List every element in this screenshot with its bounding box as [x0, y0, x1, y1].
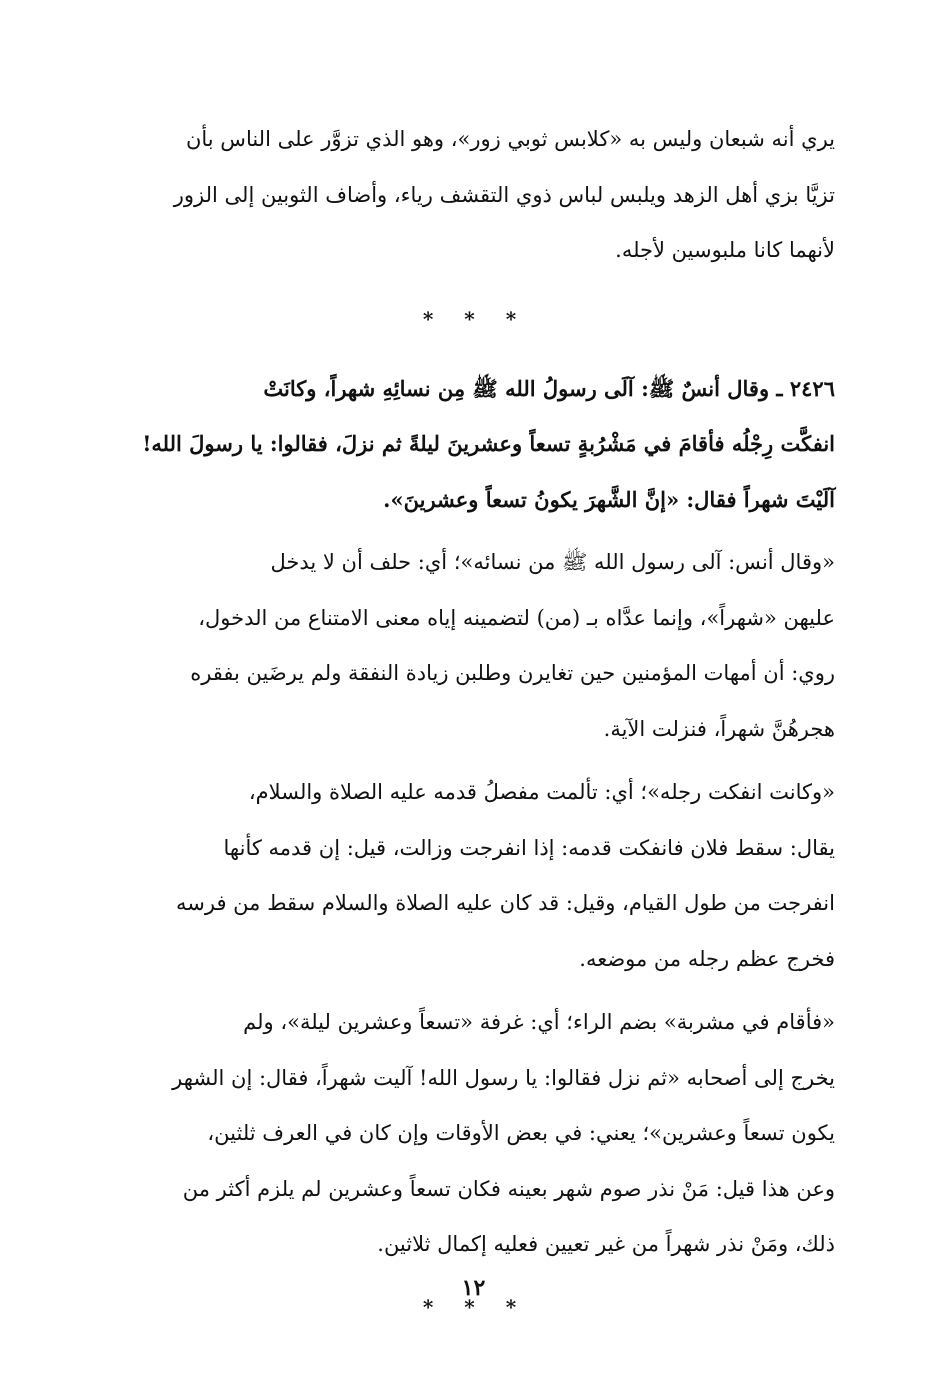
- text-line: انفكَّت رِجْلُه فأقامَ في مَشْرُبةٍ تسعاً وعشرينَ ليلةً ثم نزلَ، فقالوا: يا رسولَ الله!: [142, 431, 835, 456]
- text-line: انفرجت من طول القيام، وقيل: قد كان عليه الصلاة والسلام سقط من فرسه: [176, 891, 835, 915]
- text-line: روي: أن أمهات المؤمنين حين تغايرن وطلبن زيادة النفقة ولم يرضَين بفقره: [190, 661, 835, 685]
- text-line: «وقال أنس: آلى رسول الله ﷺ من نسائه»؛ أي: حلف أن لا يدخل: [270, 550, 835, 574]
- text-line: وعن هذا قيل: مَنْ نذر صوم شهر بعينه فكان تسعاً وعشرين لم يلزم أكثر من: [182, 1176, 835, 1201]
- text-line: آلَيْتَ شهراً فقال: «إنَّ الشَّهرَ يكونُ تسعاً وعشرينَ».: [383, 486, 835, 512]
- text-line: عليهن «شهراً»، وإنما عدَّاه بـ (من) لتضمينه إياه معنى الامتناع من الدخول،: [198, 605, 835, 630]
- text-line: ذلك، ومَنْ نذر شهراً من غير تعيين فعليه إكمال ثلاثين.: [377, 1232, 835, 1256]
- text-line: تزيَّا بزي أهل الزهد ويلبس لباس ذوي التقشف رياء، وأضاف الثوبين إلى الزور: [173, 182, 835, 207]
- paragraph-continuation: [116, 112, 835, 279]
- hadith-text: [116, 361, 835, 528]
- text-line: «وكانت انفكت رجله»؛ أي: تألمت مفصلُ قدمه عليه الصلاة والسلام،: [248, 780, 835, 804]
- commentary-paragraph: [116, 995, 835, 1273]
- page-number: ١٢: [461, 1275, 486, 1301]
- section-divider: * * *: [422, 306, 529, 331]
- text-line: لأنهما كانا ملبوسين لأجله.: [615, 238, 835, 262]
- text-line: يكون تسعاً وعشرين»؛ يعني: في بعض الأوقات وإن كان في العرف ثلثين،: [207, 1121, 835, 1145]
- text-line: يري أنه شبعان وليس به «كلابس ثوبي زور»، وهو الذي تزوَّر على الناس بأن: [185, 127, 835, 151]
- text-line: هجرهُنَّ شهراً، فنزلت الآية.: [603, 716, 835, 741]
- text-line: يقال: سقط فلان فانفكت قدمه: إذا انفرجت وزالت، قيل: إن قدمه كأنها: [223, 835, 835, 860]
- text-line: ٢٤٢٦ ـ وقال أنسٌ ﷺ: آلَى رسولُ الله ﷺ مِن نسائِهِ شهراً، وكانَتْ: [263, 375, 835, 401]
- text-line: يخرج إلى أصحابه «ثم نزل فقالوا: يا رسول الله! آليت شهراً، فقال: إن الشهر: [172, 1065, 835, 1090]
- commentary-paragraph: [116, 765, 835, 987]
- text-line: «فأقام في مشربة» بضم الراء؛ أي: غرفة «تسعاً وعشرين ليلة»، ولم: [243, 1010, 835, 1034]
- section-divider: * * *: [422, 1294, 529, 1319]
- text-line: فخرج عظم رجله من موضعه.: [579, 946, 835, 971]
- commentary-paragraph: [116, 535, 835, 757]
